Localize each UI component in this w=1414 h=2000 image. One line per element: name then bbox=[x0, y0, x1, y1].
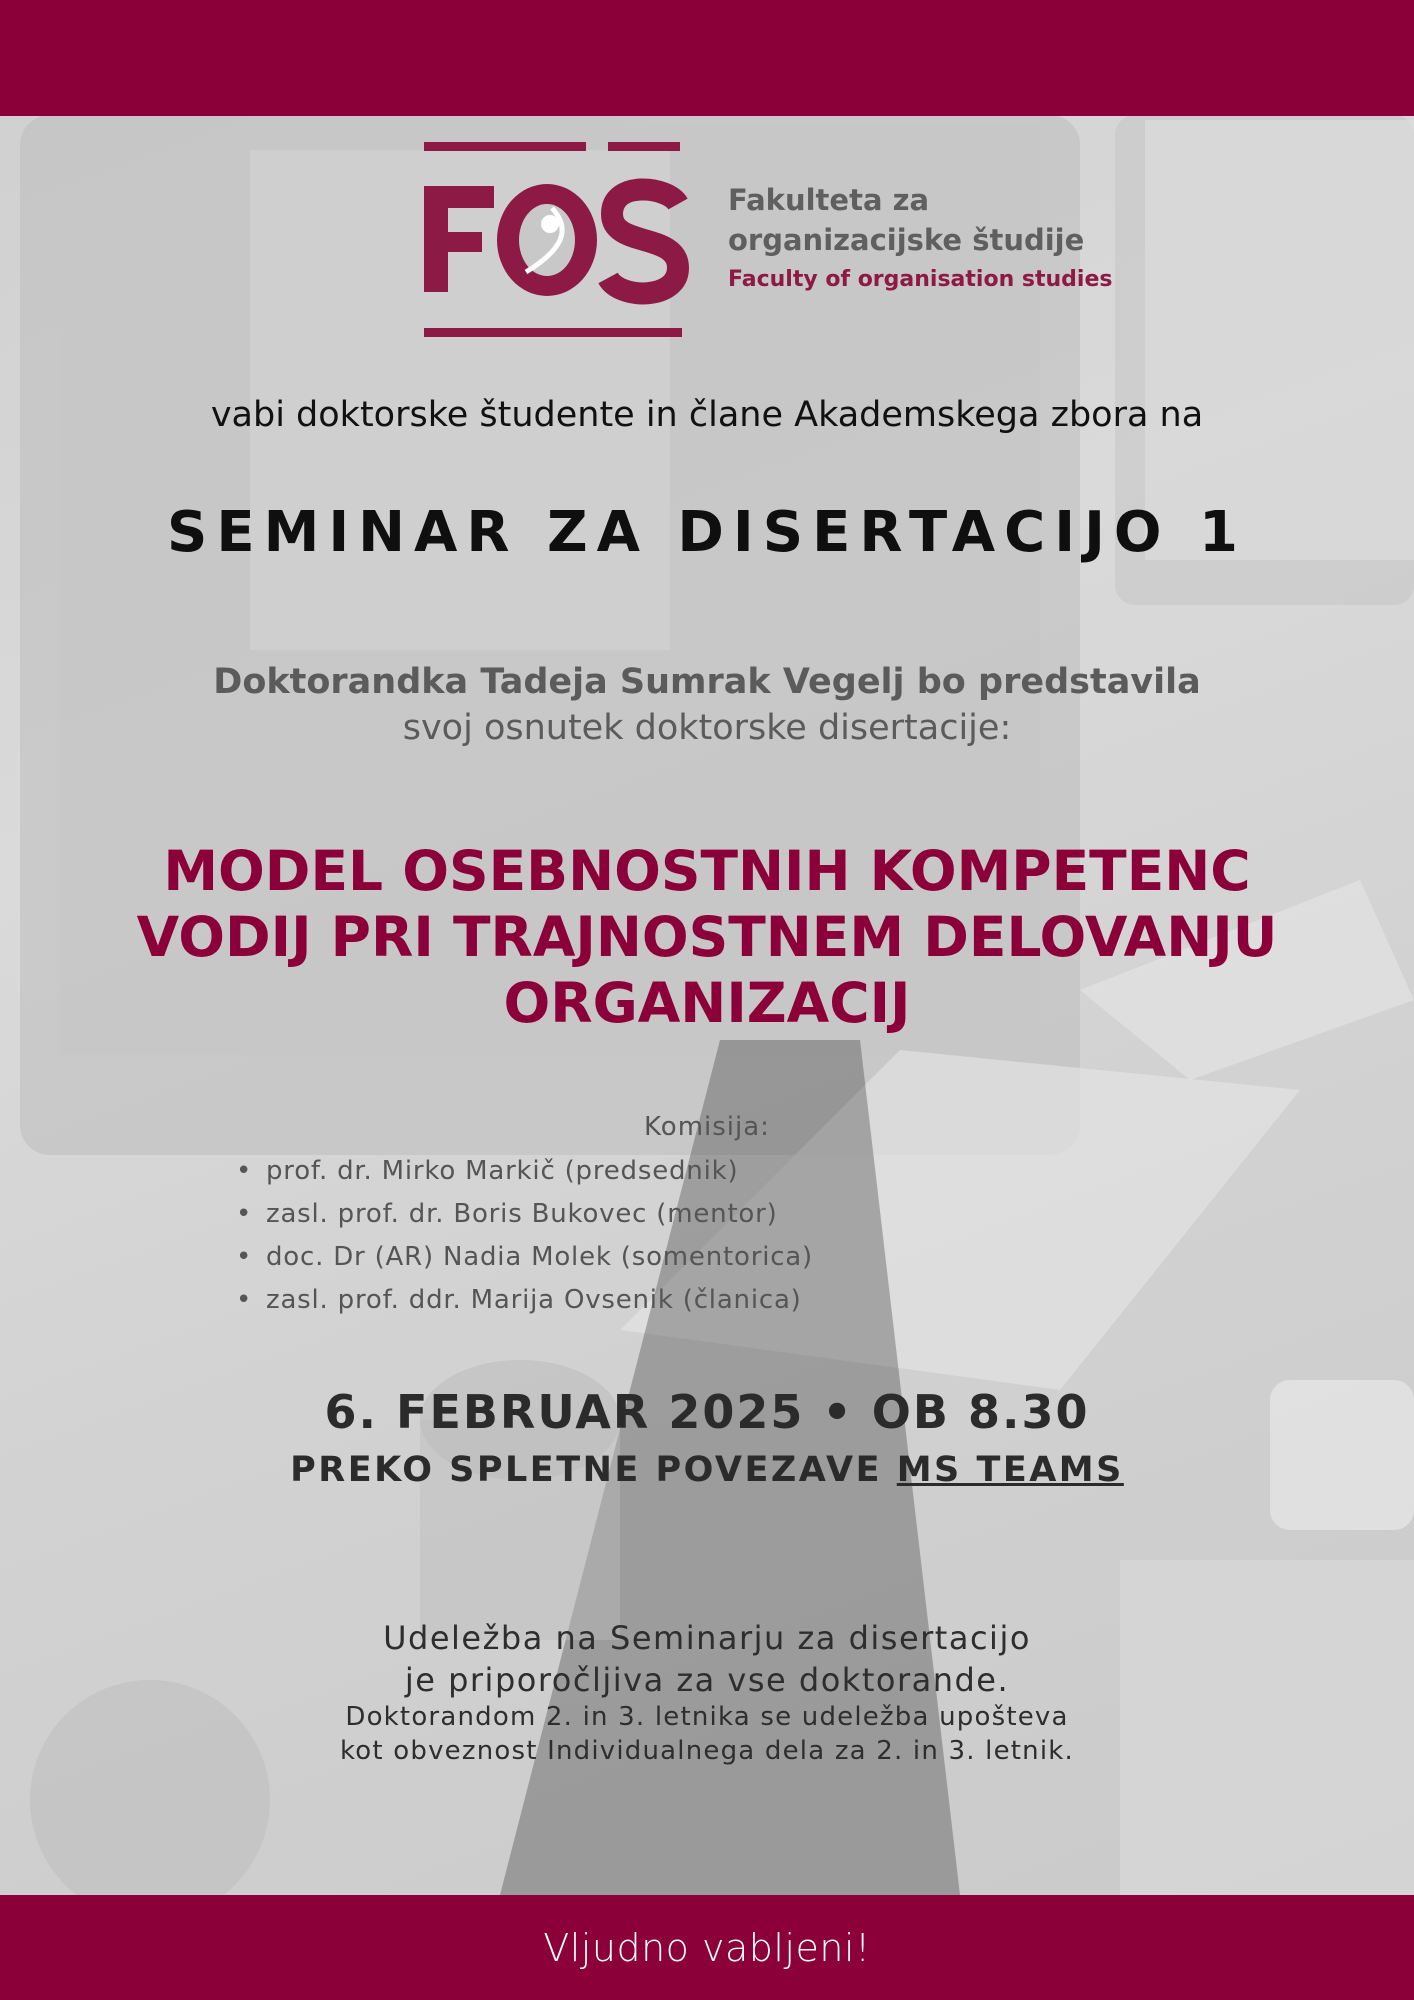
attendance-detail-line: Doktorandom 2. in 3. letnika se udeležba upošteva bbox=[345, 1702, 1069, 1732]
bullet-icon: • bbox=[236, 1242, 253, 1272]
dissertation-title-line: VODIJ PRI TRAJNOSTNEM DELOVANJU bbox=[136, 905, 1278, 969]
presenter-line: Doktorandka Tadeja Sumrak Vegelj bo predstavila bbox=[213, 662, 1201, 702]
attendance-note bbox=[0, 1617, 1414, 1701]
dissertation-title-line: ORGANIZACIJ bbox=[503, 971, 911, 1035]
committee-list bbox=[236, 1150, 813, 1322]
attendance-note-line: je priporočljiva za vse doktorande. bbox=[404, 1661, 1010, 1699]
bullet-icon: • bbox=[236, 1285, 253, 1315]
fos-logo bbox=[422, 140, 1113, 340]
committee-member-name: doc. Dr (AR) Nadia Molek (somentorica) bbox=[266, 1242, 813, 1272]
committee-member-name: prof. dr. Mirko Markič (predsednik) bbox=[266, 1156, 739, 1186]
attendance-detail-line: kot obveznost Individualnega dela za 2. in 3. letnik. bbox=[339, 1736, 1075, 1766]
event-date-time: 6. FEBRUAR 2025 • OB 8.30 bbox=[324, 1385, 1090, 1439]
attendance-detail bbox=[0, 1700, 1414, 1768]
committee-member-name: zasl. prof. dr. Boris Bukovec (mentor) bbox=[266, 1199, 778, 1229]
ms-teams-link[interactable]: MS TEAMS bbox=[896, 1450, 1124, 1490]
logo-text-line2: organizacijske študije bbox=[728, 223, 1085, 257]
committee-label: Komisija: bbox=[644, 1112, 770, 1142]
logo-text-line1: Fakulteta za bbox=[728, 183, 930, 217]
invitation-text: vabi doktorske študente in člane Akademskega zbora na bbox=[210, 395, 1204, 435]
committee-member bbox=[236, 1193, 813, 1236]
event-venue bbox=[0, 1450, 1414, 1490]
committee-member bbox=[236, 1279, 813, 1322]
committee-member bbox=[236, 1236, 813, 1279]
dissertation-title-line: MODEL OSEBNOSTNIH KOMPETENC bbox=[163, 839, 1251, 903]
bullet-icon: • bbox=[236, 1156, 253, 1186]
venue-prefix: PREKO SPLETNE POVEZAVE bbox=[290, 1450, 883, 1490]
committee-member-name: zasl. prof. ddr. Marija Ovsenik (članica) bbox=[266, 1285, 802, 1315]
dissertation-title bbox=[40, 838, 1374, 1036]
logo-text-line3: Faculty of organisation studies bbox=[728, 267, 1113, 292]
presenter-subline: svoj osnutek doktorske disertacije: bbox=[402, 708, 1012, 748]
seminar-heading: SEMINAR ZA DISERTACIJO 1 bbox=[167, 500, 1247, 565]
bullet-icon: • bbox=[236, 1199, 253, 1229]
committee-member bbox=[236, 1150, 813, 1193]
attendance-note-line: Udeležba na Seminarju za disertacijo bbox=[383, 1619, 1031, 1657]
fos-logo-mark-icon bbox=[422, 140, 722, 340]
footer-greeting: Vljudno vabljeni! bbox=[543, 1925, 871, 1970]
